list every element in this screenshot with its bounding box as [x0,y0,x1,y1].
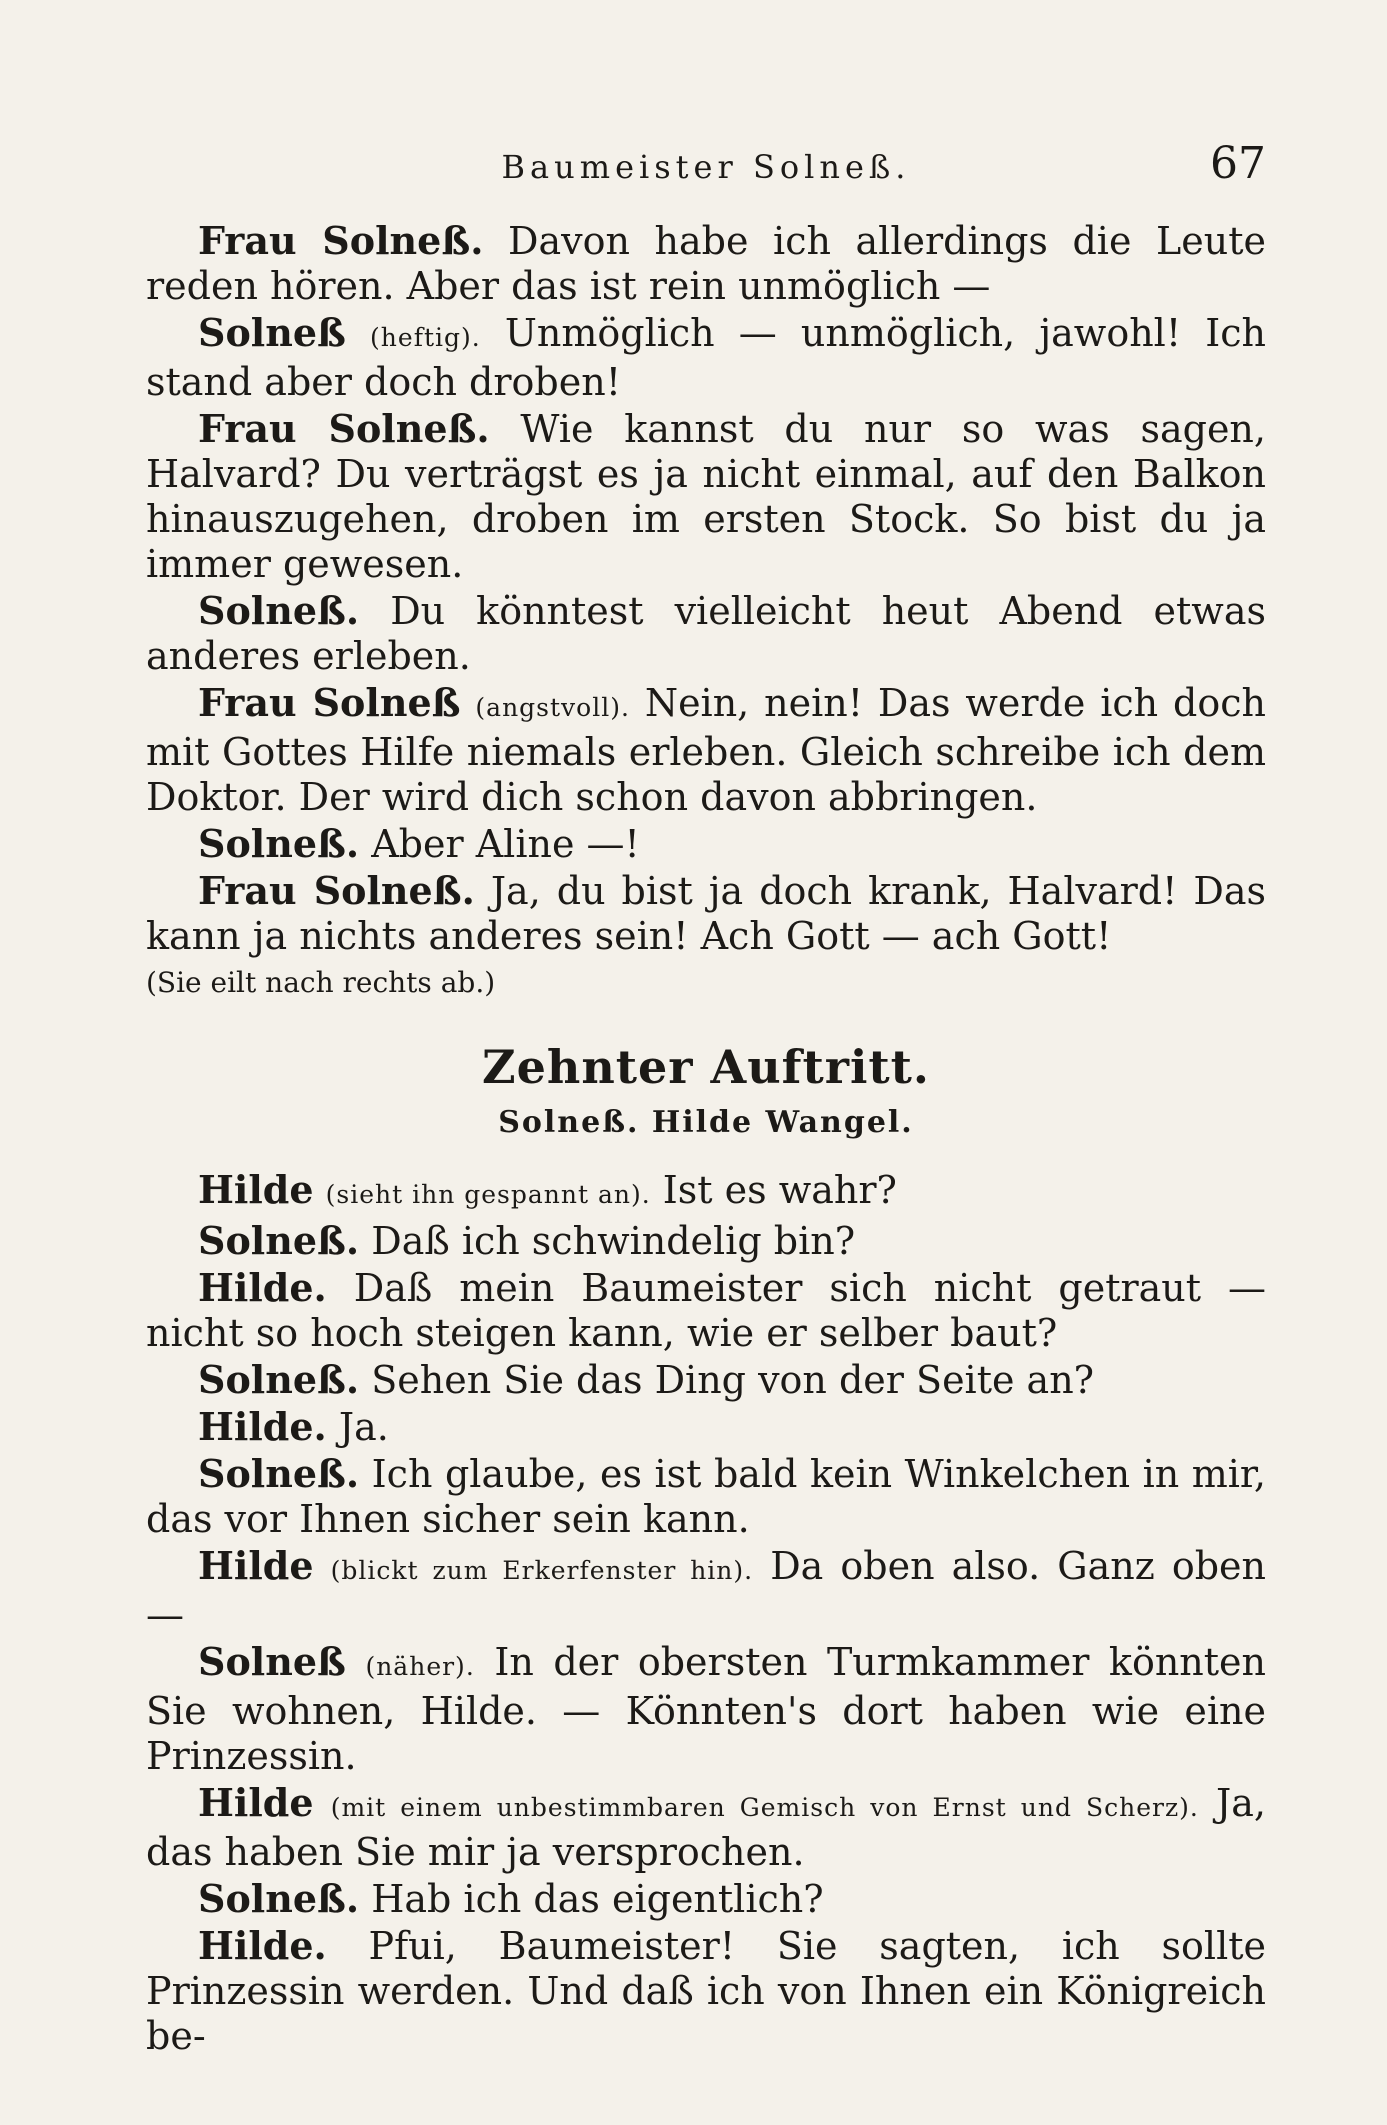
speaker-name: Solneß. [198,588,360,633]
dialogue-paragraph [146,1780,1266,1875]
dialogue-text: Daß ich schwindelig bin? [371,1219,856,1263]
speaker-name: Hilde. [198,1265,327,1310]
speaker-name: Frau Solneß [198,680,461,725]
speaker-name: Solneß. [198,821,360,866]
dialogue-paragraph [146,588,1266,679]
dialogue-paragraph [146,1451,1266,1542]
stage-direction: (blickt zum Erkerfenster hin). [330,1556,754,1585]
dialogue-text: Daß mein Baumeister sich nicht getraut — nicht so hoch steigen kann, wie er selber baut? [146,1266,1266,1355]
stage-direction: (mit einem unbestimmbaren Gemisch von Ernst und Scherz). [330,1793,1199,1822]
page-header [146,138,1266,198]
stage-direction: (angstvoll). [475,693,630,722]
dialogue-text: Aber Aline —! [371,822,640,866]
speaker-name: Hilde [198,1167,314,1212]
dialogue-paragraph [146,680,1266,820]
dialogue-text: Ja. [338,1405,389,1449]
dialogue-text: Ja, du bist ja doch krank, Halvard! Das kann ja nichts anderes sein! Ach Gott — ach Gott! [146,869,1266,958]
dialogue-paragraph [146,1923,1266,2059]
dialogue-text: Sehen Sie das Ding von der Seite an? [371,1358,1095,1402]
stage-direction: (sieht ihn gespannt an). [325,1180,651,1209]
page-number: 67 [1210,138,1266,189]
dialogue-text: Ich glaube, es ist bald kein Winkelchen in mir, das vor Ihnen sicher sein kann. [146,1452,1266,1541]
dialogue-text: Pfui, Baumeister! Sie sagten, ich sollte Prinzessin werden. Und daß ich von Ihnen ein Königreich be- [146,1924,1266,2058]
dialogue-block-2 [146,1167,1266,2059]
dialogue-text: In der obersten Turmkammer könnten Sie wohnen, Hilde. — Könnten's dort haben wie eine Prinzessin. [146,1640,1266,1778]
dialogue-paragraph [146,1265,1266,1356]
dialogue-paragraph [146,821,1266,867]
dialogue-paragraph [146,1639,1266,1779]
dialogue-text: Unmöglich — unmöglich, jawohl! Ich stand aber doch droben! [146,311,1266,404]
speaker-name: Frau Solneß. [198,406,490,451]
speaker-name: Solneß. [198,1876,360,1921]
speaker-name: Solneß. [198,1451,360,1496]
dialogue-paragraph [146,1543,1266,1638]
dialogue-paragraph [146,868,1266,959]
speaker-name: Hilde [198,1780,314,1825]
dialogue-text: Ist es wahr? [662,1168,897,1212]
speaker-name: Solneß. [198,1218,360,1263]
dialogue-text: Hab ich das eigentlich? [371,1877,824,1921]
speaker-name: Hilde. [198,1404,327,1449]
dialogue-text: Du könntest vielleicht heut Abend etwas anderes erleben. [146,589,1266,678]
dialogue-paragraph [146,218,1266,309]
speaker-name: Solneß. [198,1357,360,1402]
stage-direction: (näher). [365,1652,475,1681]
dialogue-block-1 [146,218,1266,959]
dialogue-paragraph [146,1218,1266,1264]
dialogue-paragraph [146,1167,1266,1217]
stage-direction-exit: (Sie eilt nach rechts ab.) [146,966,496,999]
speaker-name: Solneß [198,310,346,355]
scene-cast: Solneß. Hilde Wangel. [498,1105,914,1140]
dialogue-text: Ja, das haben Sie mir ja versprochen. [146,1781,1266,1874]
stage-direction: (heftig). [370,323,481,352]
speaker-name: Hilde. [198,1923,327,1968]
speaker-name: Frau Solneß. [198,868,475,913]
speaker-name: Frau Solneß. [198,218,484,263]
dialogue-paragraph [146,1357,1266,1403]
dialogue-text: Da oben also. Ganz oben — [146,1544,1267,1637]
text-body [146,218,1266,2060]
dialogue-paragraph [146,1404,1266,1450]
scene-title: Zehnter Auftritt. [482,1040,930,1094]
dialogue-paragraph [146,310,1266,405]
dialogue-paragraph [146,1876,1266,1922]
dialogue-text: Davon habe ich allerdings die Leute reden hören. Aber das ist rein unmöglich — [146,219,1266,308]
speaker-name: Hilde [198,1543,314,1588]
speaker-name: Solneß [198,1639,346,1684]
dialogue-text: Wie kannst du nur so was sagen, Halvard? Du verträgst es ja nicht einmal, auf den Balkon hinauszugehen, droben im ersten Stock. So bist du ja immer gewesen. [146,407,1266,586]
dialogue-text: Nein, nein! Das werde ich doch mit Gottes Hilfe niemals erleben. Gleich schreibe ich dem Doktor. Der wird dich schon davon abbringen. [146,681,1266,819]
dialogue-paragraph [146,406,1266,587]
running-title: Baumeister Solneß. [501,148,911,186]
